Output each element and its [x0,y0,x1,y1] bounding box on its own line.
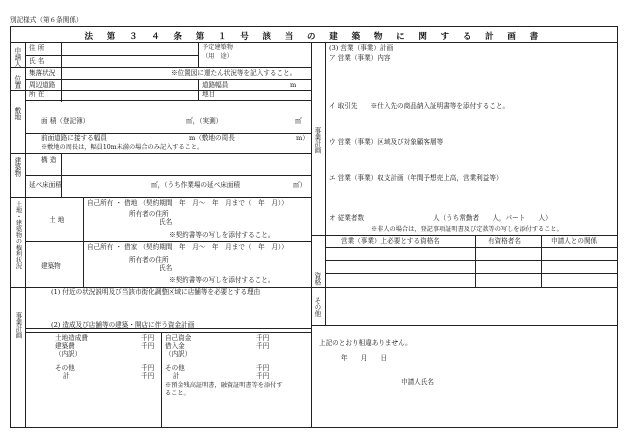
land-label: 土 地 [49,216,65,224]
floor-area-unit: ㎡） [293,181,307,189]
funding-label: (2) 造成及び店舗等の建築・開店に伴う資金計画 [51,321,195,329]
qual-col1: 営業（事業）上必要とする資格名 [341,237,440,245]
area-unit2: ㎡ [295,117,302,125]
plan-group-label: 事業計画 [312,127,321,154]
unit-yen-6: 千円 [256,342,270,350]
area-unit1: ㎡，（実測） [186,117,223,125]
plan-form [10,26,618,428]
total-1: 計 [63,372,70,380]
form-title: 法 第 ３ ４ 条 第 １ 号 該 当 の 建 築 物 に 関 す る 計 画 書 [84,32,544,42]
item-e: エ 営業（事業）収支計画（年間予想売上高，営業利益等） [329,174,503,182]
planned-building-label: 予定建築物 [202,44,233,51]
unit-yen-3: 千円 [141,364,155,372]
unit-yen-1: 千円 [141,334,155,342]
breakdown-2: （内訳） [165,350,192,358]
item-u: ウ 営業（事業）区域及び対象顧客層等 [329,138,444,146]
settlement-note: ※位置図に運たん状況等を記入すること。 [171,69,297,77]
road-width-label: 道路幅員 [202,81,229,89]
floor-area-label: 延べ床面積 [29,181,62,189]
site-location-label: 所 在 [29,90,45,98]
other-group-label: その他 [312,297,321,317]
road-unit: m [290,81,297,89]
plan-header: (3) 営業（事業）計画 [329,44,394,52]
frontage-unit: m（敷地の周長 [189,134,235,142]
breakdown-1: （内訳） [55,350,82,358]
site-group-label: 敷地 [12,107,21,121]
unit-yen-7: 千円 [256,364,270,372]
location-group-label: 位置 [12,75,21,89]
land-note: ※契約書等の写しを添付すること。 [169,231,275,239]
item-o-note: ※非人の場合は，登記事項証明書及び定款等の写しを添付すること。 [371,226,563,233]
funding-note-1: ※預金残高証明書，融資証明書等を添付す [165,382,283,389]
bldg-owner-address: 所有者の住所 [129,256,169,264]
bldg-ownership: 自己所有 ・ 借家 （契約期間 年 月～ 年 月まで（ 年 月）） [87,243,288,251]
settlement-label: 集落状況 [29,69,56,77]
unit-yen-2: 千円 [141,342,155,350]
frontage-label: 前面道路に接する幅員 [41,134,107,142]
unit-yen-4: 千円 [141,372,155,380]
funding-note-2: ること。 [165,390,190,397]
reason-label: (1) 付近の状況説明及び当該市街化調整区域に店舗等を必要とする理由 [51,288,261,296]
own-funds-label: 自己資金 [165,334,192,342]
qual-group-label: 資格 [312,272,321,286]
use-label: （用 途） [202,53,233,60]
total-2: 計 [173,372,180,380]
frontage-note: ※敷地の周長は，幅員10m未満の場合のみ記入すること。 [41,144,204,151]
unit-yen-5: 千円 [256,334,270,342]
bldg-label: 建築物 [41,262,61,270]
form-label: 別記様式（第６条関係） [10,16,83,24]
item-a: ア 営業（事業）内容 [329,54,391,62]
building-group-label: 建築物 [12,157,21,177]
area-label: 面 積（登記簿） [41,117,90,125]
land-cost-label: 土地造成費 [55,334,88,342]
bldg-owner-name: 氏名 [159,264,173,272]
bldg-note: ※契約書等の写しを添付すること。 [169,276,275,284]
qual-col3: 申請人との関係 [551,237,598,245]
unit-yen-8: 千円 [256,372,270,380]
land-owner-name: 氏名 [159,218,173,226]
item-o-count: 人（うち常勤者 人，パート 人） [433,214,552,222]
road-label: 周辺道路 [29,81,56,89]
bldg-cost-label: 建築費 [55,342,75,350]
address-label: 住 所 [29,44,45,52]
land-ownership: 自己所有 ・ 借地 （契約期間 年 月～ 年 月まで（ 年 月）） [87,199,288,207]
item-i: イ 取引先 ※仕入先の商品納入証明書等を添付すること。 [329,102,510,110]
qual-col2: 有資格者名 [488,237,521,245]
loans-label: 借入金 [165,342,185,350]
business-group-label: 事業計画 [13,312,22,339]
applicant-sign: 申請人氏名 [401,378,434,386]
applicant-label: 申請人 [12,47,21,67]
land-owner-address: 所有者の住所 [129,210,169,218]
structure-label: 構 造 [41,156,57,164]
item-o-label: オ 従業者数 [329,214,365,222]
frontage-unit2: m） [296,134,309,142]
other-1: その他 [55,364,75,372]
date-text: 年 月 日 [341,354,388,362]
lot-label: 地目 [202,90,216,98]
name-label: 氏 名 [29,57,45,65]
floor-area-text: ㎡，（うち作業場の延べ床面積 [151,181,241,189]
rights-group-label: 土地・建築物の権利状況 [14,201,22,270]
other-2: その他 [165,364,185,372]
certify-text: 上記のとおり相違ありません。 [319,339,412,347]
